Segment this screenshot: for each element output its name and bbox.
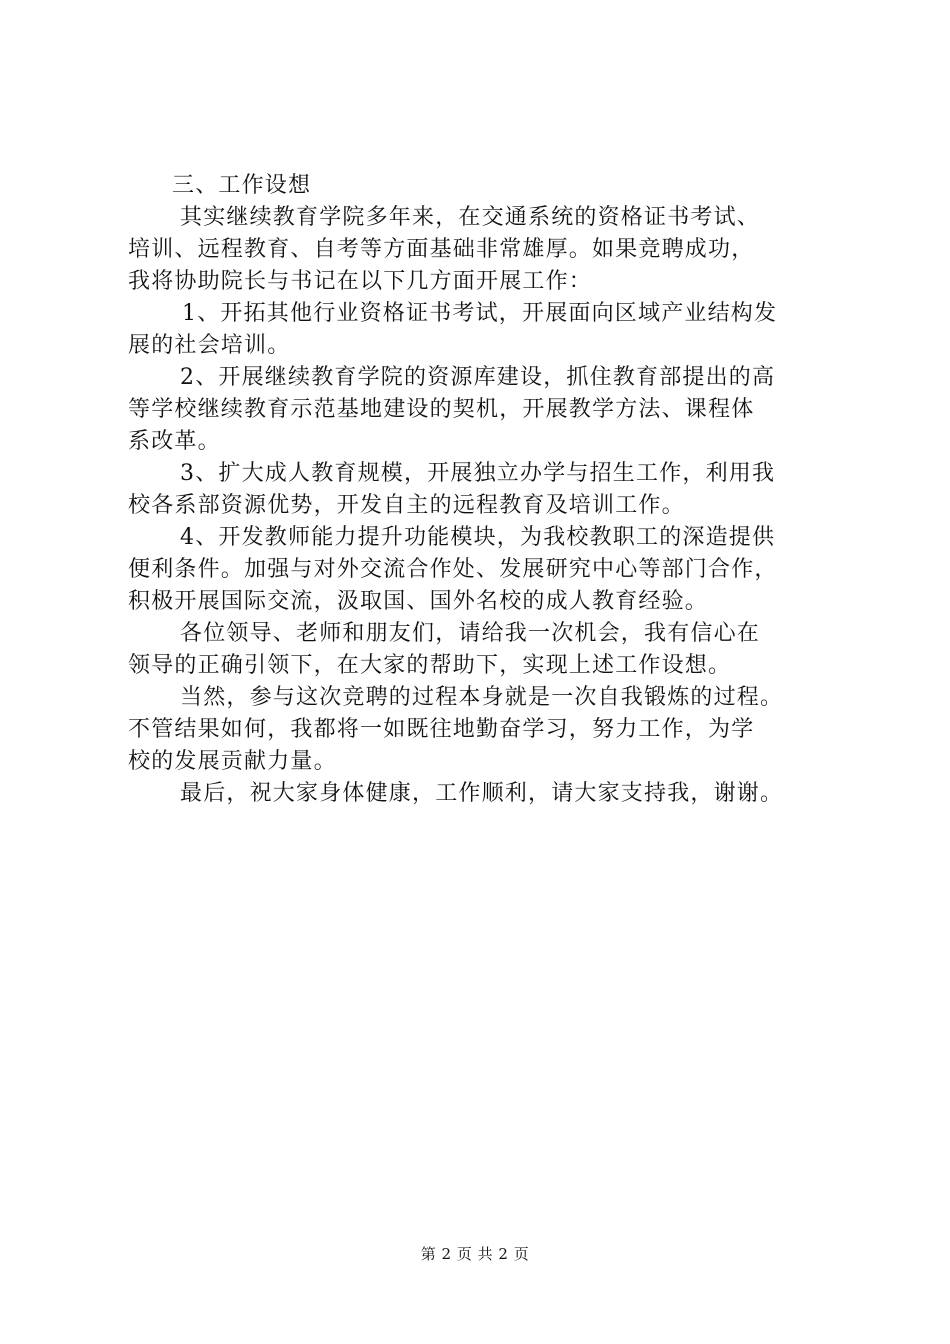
list-item-line: 便利条件。加强与对外交流合作处、发展研究中心等部门合作， xyxy=(128,557,778,582)
paragraph-line: 其实继续教育学院多年来，在交通系统的资格证书考试、 xyxy=(180,205,761,230)
section-heading: 三、工作设想 xyxy=(172,173,312,198)
paragraph-line: 不管结果如何，我都将一如既往地勤奋学习，努力工作，为学 xyxy=(128,717,755,742)
paragraph-line: 培训、远程教育、自考等方面基础非常雄厚。如果竞聘成功， xyxy=(128,237,755,262)
paragraph-line: 各位领导、老师和朋友们，请给我一次机会，我有信心在 xyxy=(180,621,761,646)
list-item-line: 4、开发教师能力提升功能模块，为我校教职工的深造提供 xyxy=(180,525,776,550)
paragraph-line: 领导的正确引领下，在大家的帮助下，实现上述工作设想。 xyxy=(128,653,732,678)
list-item-line: 1、开拓其他行业资格证书考试，开展面向区域产业结构发 xyxy=(182,301,778,326)
paragraph-line: 校的发展贡献力量。 xyxy=(128,749,337,774)
list-item-line: 等学校继续教育示范基地建设的契机，开展教学方法、课程体 xyxy=(128,397,755,422)
closing-line: 最后，祝大家身体健康，工作顺利，请大家支持我，谢谢。 xyxy=(180,781,784,806)
page-number-footer: 第 2 页 共 2 页 xyxy=(420,1245,530,1263)
paragraph-line: 我将协助院长与书记在以下几方面开展工作： xyxy=(128,269,593,294)
list-item-line: 积极开展国际交流，汲取国、国外名校的成人教育经验。 xyxy=(128,589,709,614)
list-item-line: 校各系部资源优势，开发自主的远程教育及培训工作。 xyxy=(128,493,685,518)
list-item-line: 2、开展继续教育学院的资源库建设，抓住教育部提出的高 xyxy=(180,365,776,390)
paragraph-line: 当然，参与这次竞聘的过程本身就是一次自我锻炼的过程。 xyxy=(180,685,784,710)
list-item-line: 系改革。 xyxy=(128,429,221,454)
document-body xyxy=(128,170,848,810)
list-item-line: 3、扩大成人教育规模，开展独立办学与招生工作，利用我 xyxy=(180,461,776,486)
list-item-line: 展的社会培训。 xyxy=(128,333,291,358)
